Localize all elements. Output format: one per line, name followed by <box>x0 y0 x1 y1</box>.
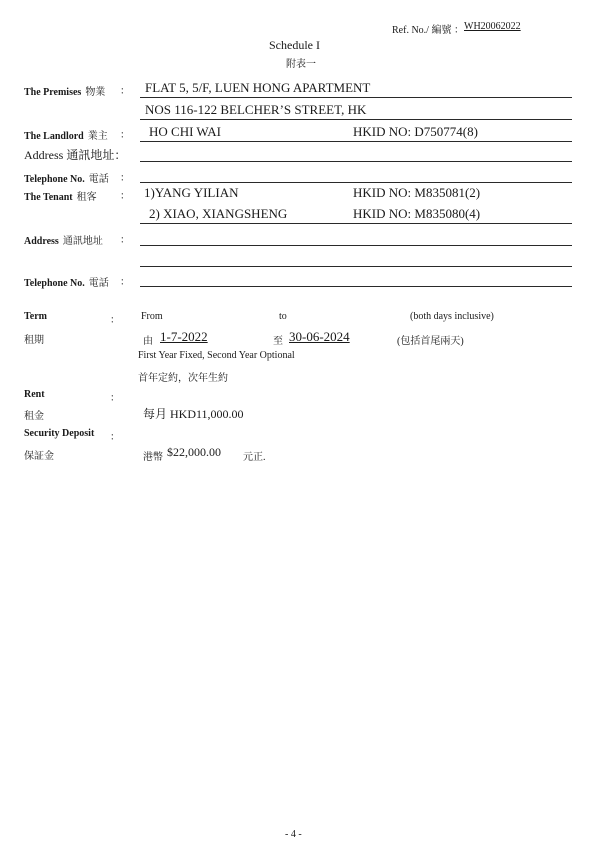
deposit-unit-cn: 元正. <box>243 452 266 463</box>
landlord-telephone-colon: ： <box>120 173 130 184</box>
tenant-telephone-label-cn: 電話 <box>88 278 109 289</box>
tenant-address-colon: ： <box>120 235 130 246</box>
premises-address-line1: FLAT 5, 5/F, LUEN HONG APARTMENT <box>145 80 371 95</box>
tenant-name-2: 2) XIAO, XIANGSHENG <box>149 206 288 221</box>
tenant-address-group <box>24 231 103 249</box>
deposit-colon: ： <box>110 432 120 443</box>
landlord-label: The Landlord <box>24 131 84 142</box>
tenant-label-group <box>24 187 97 205</box>
rent-label: Rent <box>24 389 45 400</box>
tenant-name-1: 1)YANG YILIAN <box>144 185 239 200</box>
tenant-address-label-cn: 通訊地址 <box>62 236 103 247</box>
term-inclusive-cn: (包括首尾兩天) <box>397 336 464 347</box>
premises-colon: ： <box>120 86 130 97</box>
term-colon: ： <box>110 315 120 326</box>
tenant-name-rule <box>140 223 572 224</box>
deposit-amount: $22,000.00 <box>167 445 221 459</box>
tenant-address-rule-1 <box>140 245 572 246</box>
premises-label-group <box>24 82 105 100</box>
schedule-title-cn: 附表一 <box>286 59 316 70</box>
rent-label-cn: 租金 <box>24 411 44 422</box>
term-to-label: to <box>279 311 287 322</box>
term-label: Term <box>24 311 47 322</box>
landlord-label-cn: 業主 <box>87 131 108 142</box>
premises-line2-rule <box>140 119 572 120</box>
tenant-hkid-2: HKID NO: M835080(4) <box>353 206 481 221</box>
tenant-address-rule-2 <box>140 266 572 267</box>
landlord-address-rule <box>140 161 572 162</box>
premises-label-cn: 物業 <box>85 87 106 98</box>
tenant-label: The Tenant <box>24 192 73 203</box>
ref-no-value: WH20062022 <box>464 21 521 32</box>
term-to-date: 30-06-2024 <box>289 329 350 344</box>
tenant-telephone-group <box>24 273 109 291</box>
landlord-colon: ： <box>120 130 130 141</box>
term-from-date: 1-7-2022 <box>160 329 208 344</box>
tenant-colon: ： <box>120 191 130 202</box>
tenant-hkid-1: HKID NO: M835081(2) <box>353 185 481 200</box>
landlord-name: HO CHI WAI <box>149 124 221 139</box>
landlord-telephone-label-cn: 電話 <box>88 174 109 185</box>
landlord-name-rule <box>140 141 572 142</box>
tenant-telephone-colon: ： <box>120 277 130 288</box>
term-note: First Year Fixed, Second Year Optional <box>138 350 295 361</box>
ref-no-label: Ref. No./ 編號 ： <box>392 25 464 36</box>
term-from-cn: 由 <box>143 336 153 347</box>
landlord-telephone-rule <box>140 182 572 183</box>
term-label-cn: 租期 <box>24 335 44 346</box>
term-from-label: From <box>141 311 163 322</box>
landlord-address-label: Address 通訊地址： <box>24 148 127 162</box>
deposit-label-cn: 保証金 <box>24 451 54 462</box>
landlord-label-group <box>24 126 108 144</box>
term-note-cn: 首年定約，次年生約 <box>138 373 228 384</box>
rent-colon: ： <box>110 393 120 404</box>
page-number: - 4 - <box>285 829 302 840</box>
premises-label: The Premises <box>24 87 82 98</box>
tenant-telephone-rule <box>140 286 572 287</box>
term-inclusive: (both days inclusive) <box>410 311 494 322</box>
rent-value: 每月 HKD11,000.00 <box>143 407 244 421</box>
premises-address-line2: NOS 116-122 BELCHER’S STREET, HK <box>145 102 367 117</box>
landlord-telephone-label: Telephone No. <box>24 174 85 185</box>
tenant-telephone-label: Telephone No. <box>24 278 85 289</box>
landlord-hkid: HKID NO: D750774(8) <box>353 124 478 139</box>
deposit-label: Security Deposit <box>24 428 95 439</box>
landlord-telephone-group <box>24 169 109 187</box>
term-to-cn: 至 <box>273 336 283 347</box>
deposit-currency-cn: 港幣 <box>143 452 163 463</box>
schedule-title: Schedule I <box>269 38 320 52</box>
tenant-label-cn: 租客 <box>76 192 97 203</box>
premises-line1-rule <box>140 97 572 98</box>
tenant-address-label: Address <box>24 236 59 247</box>
